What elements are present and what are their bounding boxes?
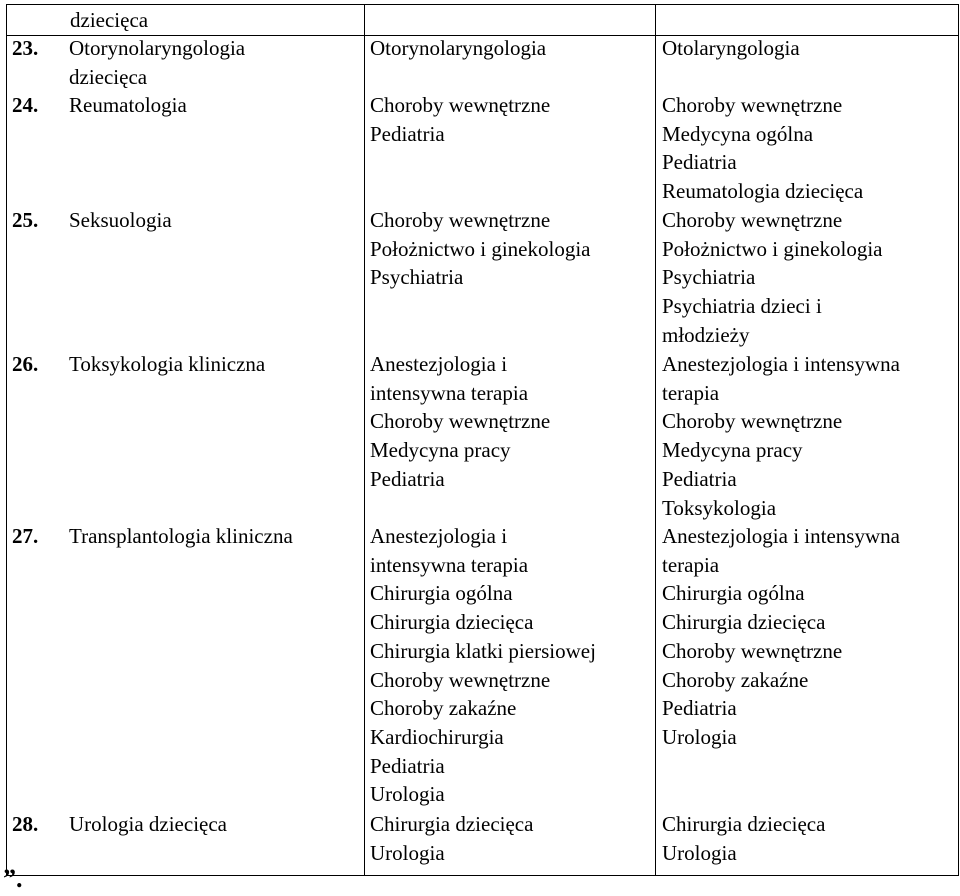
recognized-specialty-item: Pediatria: [662, 466, 737, 491]
basic-specialty-item: Pediatria: [370, 466, 445, 491]
column-divider: [364, 5, 365, 875]
specialty-name: Toksykologia kliniczna: [69, 352, 266, 376]
recognized-specialty-item: Urologia: [662, 724, 737, 749]
basic-specialty-item: Choroby wewnętrzne: [370, 208, 551, 232]
row-number: 24.: [12, 93, 39, 117]
recognized-specialty-item: Chirurgia dziecięca: [662, 812, 826, 836]
row-number: 26.: [12, 352, 39, 376]
basic-specialty-item: Chirurgia klatki piersiowej: [370, 638, 596, 663]
basic-specialty-item: Chirurgia ogólna: [370, 581, 513, 606]
basic-specialty-item: Położnictwo i ginekologia: [370, 236, 591, 261]
recognized-specialty-item: Otolaryngologia: [662, 36, 800, 60]
basic-specialty-item: Pediatria: [370, 121, 445, 146]
basic-specialty-item: Choroby wewnętrzne: [370, 667, 551, 692]
row-number: 28.: [12, 812, 39, 836]
basic-specialty-item: Chirurgia dziecięca: [370, 610, 534, 635]
recognized-specialty-item: Reumatologia dziecięca: [662, 179, 864, 204]
recognized-specialty-item: Toksykologia: [662, 495, 777, 520]
row-number: 27.: [12, 524, 39, 548]
closing-mark: ”.: [3, 864, 23, 893]
recognized-specialty-item: Choroby zakaźne: [662, 667, 809, 692]
basic-specialty-item: Choroby wewnętrzne: [370, 409, 551, 434]
basic-specialty-item: Kardiochirurgia: [370, 724, 504, 749]
basic-specialty-item: Anestezjologia i: [370, 352, 508, 376]
recognized-specialty-item: młodzieży: [662, 322, 750, 347]
basic-specialty-item: Chirurgia dziecięca: [370, 812, 534, 836]
row-number: 23.: [12, 36, 39, 60]
recognized-specialty-item: Psychiatria dzieci i: [662, 294, 822, 319]
recognized-specialty-item: Psychiatria: [662, 265, 756, 290]
specialty-name: dziecięca: [69, 64, 148, 89]
specialty-name: Reumatologia: [69, 93, 187, 117]
basic-specialty-item: intensywna terapia: [370, 380, 529, 405]
basic-specialty-item: Choroby zakaźne: [370, 696, 517, 721]
basic-specialty-item: Pediatria: [370, 753, 445, 778]
basic-specialty-item: Anestezjologia i: [370, 524, 508, 548]
recognized-specialty-item: Pediatria: [662, 150, 737, 175]
basic-specialty-item: Psychiatria: [370, 265, 464, 290]
basic-specialty-item: Urologia: [370, 840, 445, 865]
recognized-specialty-item: Anestezjologia i intensywna: [662, 352, 900, 376]
row-number: 25.: [12, 208, 39, 232]
recognized-specialty-item: Anestezjologia i intensywna: [662, 524, 900, 548]
recognized-specialty-item: Choroby wewnętrzne: [662, 93, 843, 117]
top-fragment-text: dziecięca: [70, 8, 149, 32]
recognized-specialty-item: terapia: [662, 552, 720, 577]
recognized-specialty-item: Medycyna pracy: [662, 438, 803, 463]
recognized-specialty-item: Chirurgia ogólna: [662, 581, 805, 606]
specialty-name: Urologia dziecięca: [69, 812, 227, 836]
recognized-specialty-item: Medycyna ogólna: [662, 121, 814, 146]
recognized-specialty-item: Choroby wewnętrzne: [662, 638, 843, 663]
recognized-specialty-item: Położnictwo i ginekologia: [662, 236, 883, 261]
basic-specialty-item: Urologia: [370, 782, 445, 807]
recognized-specialty-item: terapia: [662, 380, 720, 405]
specialty-name: Seksuologia: [69, 208, 172, 232]
recognized-specialty-item: Choroby wewnętrzne: [662, 409, 843, 434]
column-divider: [655, 5, 656, 875]
basic-specialty-item: Choroby wewnętrzne: [370, 93, 551, 117]
basic-specialty-item: Medycyna pracy: [370, 438, 511, 463]
basic-specialty-item: intensywna terapia: [370, 552, 529, 577]
basic-specialty-item: Otorynolaryngologia: [370, 36, 547, 60]
recognized-specialty-item: Pediatria: [662, 696, 737, 721]
recognized-specialty-item: Chirurgia dziecięca: [662, 610, 826, 635]
specialty-name: Otorynolaryngologia: [69, 36, 246, 60]
recognized-specialty-item: Choroby wewnętrzne: [662, 208, 843, 232]
recognized-specialty-item: Urologia: [662, 840, 737, 865]
specialty-name: Transplantologia kliniczna: [69, 524, 293, 548]
